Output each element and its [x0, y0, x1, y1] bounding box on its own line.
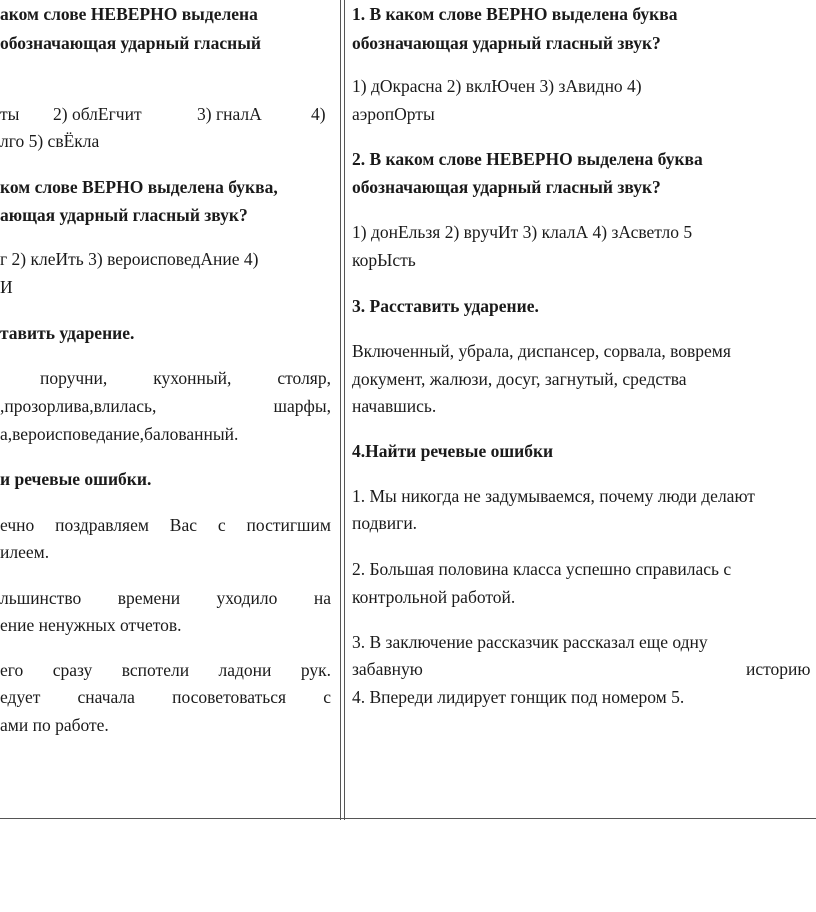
right-q4-s2-line1: 2. Большая половина класса успешно справилась с: [352, 559, 732, 579]
right-q4-s2-line2: контрольной работой.: [352, 587, 516, 607]
left-q1-heading-line1: аком слове НЕВЕРНО выделена: [0, 4, 258, 24]
right-q3-heading: 3. Расставить ударение.: [352, 296, 539, 316]
left-q3-words-line1: поручни, кухонный, столяр,: [40, 368, 331, 388]
left-q2-heading-line1: ком слове ВЕРНО выделена буква,: [0, 177, 278, 197]
left-q4-heading: и речевые ошибки.: [0, 469, 152, 489]
right-q2-heading-line1: 2. В каком слове НЕВЕРНО выделена буква: [352, 149, 703, 169]
right-q4-s4: 4. Впереди лидирует гонщик под номером 5.: [352, 687, 685, 707]
left-q3-words-line2: ,прозорлива,влилась, шарфы,: [0, 396, 331, 416]
column-divider-right: [344, 0, 345, 820]
left-q2-heading-line2: ающая ударный гласный звук?: [0, 205, 248, 225]
left-q3-words-line3: а,вероисповедание,балованный.: [0, 424, 239, 444]
left-q4-s2-line1: льшинство времени уходило на: [0, 588, 331, 608]
left-q4-s3-line2: едует сначала посоветоваться с: [0, 687, 331, 707]
right-q4-s1-line1: 1. Мы никогда не задумываемся, почему люди делают: [352, 486, 755, 506]
worksheet-page: аком слове НЕВЕРНО выделена обозначающая ударный гласный ты 2) облЕгчит 3) гналА 4) лго 5) свЁкла ком слове ВЕРНО выделена буква, ающая ударный гласный звук? г 2) клеИть 3) вероисповедАние 4) И тавить ударение. поручни, кухонный, столяр, ,прозорлива,влилась, шарфы, а,вероисповедание,балованный. и речевые ошибки. ечно поздравляем Вас с постигшим илеем. льшинство времени уходило на ение ненужных отчетов. его сразу вспотели ладони рук. едует сначала посоветоваться с ами по работе. 1. В каком слове ВЕРНО выделена буква обозначающая ударный гласный звук? 1) дОкрасна 2) вклЮчен 3) зАвидно 4) аэропОрты 2. В каком слове НЕВЕРНО выделена буква обозначающая ударный гласный звук? 1) донЕльзя 2) вручИт 3) клалА 4) зАсветло 5 корЫсть 3. Расставить ударение. Включенный, убрала, диспансер, сорвала, вовремя документ, жалюзи, досуг, загнутый, средства начавшись. 4.Найти речевые ошибки 1. Мы никогда не задумываемся, почему люди делают подвиги. 2. Большая половина класса успешно справилась с контрольной работой. 3. В заключение рассказчик рассказал еще одну забавную историю 4. Впереди лидирует гонщик под номером 5.: [0, 0, 816, 912]
right-q3-words-line3: начавшись.: [352, 396, 437, 416]
right-q1-answers-line2: аэропОрты: [352, 104, 435, 124]
right-q2-answers-line1: 1) донЕльзя 2) вручИт 3) клалА 4) зАсветло 5: [352, 222, 693, 242]
right-q4-s1-line2: подвиги.: [352, 513, 418, 533]
right-q1-answers-line1: 1) дОкрасна 2) вклЮчен 3) зАвидно 4): [352, 76, 642, 96]
right-q4-s3-line2a: забавную: [352, 659, 423, 679]
right-q2-heading-line2: обозначающая ударный гласный звук?: [352, 177, 661, 197]
left-q2-answers-line1: г 2) клеИть 3) вероисповедАние 4): [0, 249, 259, 269]
right-q3-words-line2: документ, жалюзи, досуг, загнутый, средства: [352, 369, 687, 389]
column-divider-left: [340, 0, 341, 820]
right-q3-words-line1: Включенный, убрала, диспансер, сорвала, вовремя: [352, 341, 731, 361]
table-bottom-border: [0, 818, 816, 819]
right-q4-s3-line2b: историю: [746, 659, 811, 679]
right-q4-heading: 4.Найти речевые ошибки: [352, 441, 554, 461]
left-q4-s1-line2: илеем.: [0, 542, 50, 562]
left-q4-s3-line3: ами по работе.: [0, 715, 109, 735]
left-q4-s3-line1: его сразу вспотели ладони рук.: [0, 660, 331, 680]
right-q2-answers-line2: корЫсть: [352, 250, 416, 270]
left-q3-heading: тавить ударение.: [0, 323, 135, 343]
left-q2-answers-line2: И: [0, 277, 13, 297]
right-q1-heading-line1: 1. В каком слове ВЕРНО выделена буква: [352, 4, 678, 24]
right-q4-s3-line1: 3. В заключение рассказчик рассказал еще одну: [352, 632, 708, 652]
left-q4-s2-line2: ение ненужных отчетов.: [0, 615, 182, 635]
left-q1-heading-line2: обозначающая ударный гласный: [0, 33, 261, 53]
right-q1-heading-line2: обозначающая ударный гласный звук?: [352, 33, 661, 53]
left-q4-s1-line1: ечно поздравляем Вас с постигшим: [0, 515, 331, 535]
